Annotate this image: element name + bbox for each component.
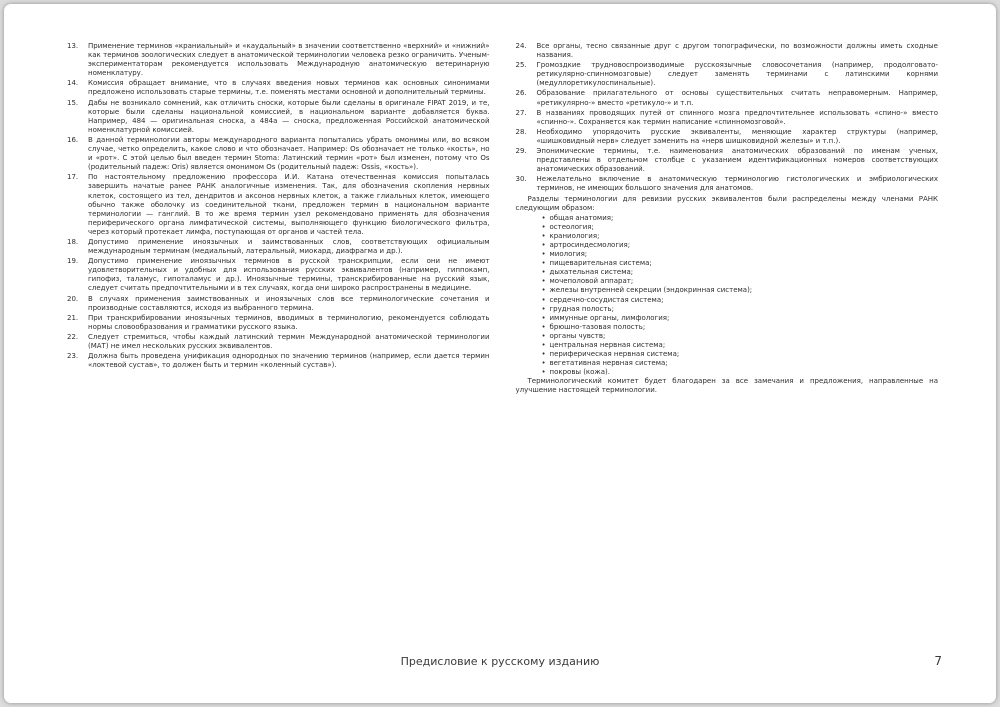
list-item [67, 136, 490, 172]
item-number: 17. [67, 173, 79, 182]
list-item [516, 175, 939, 193]
list-item [67, 333, 490, 351]
item-text: В случаях применения заимствованных и иноязычных слов все терминологические сочетания и производные составляются, исходя из выбранного термина. [88, 294, 490, 312]
item-text: По настоятельному предложению профессора И.И. Катана отечественная комиссия попыталась завершить начатые ранее РАНК аналогичные изменения. Так, для обозначения скопления нервных клеток, состоящего из тел, дендритов и аксонов нервных клеток, а также глиальных клеток, имеющего обычно также оболочку из соединительной ткани, предложен термин в национальном варианте терминологии — ганглий. В то же время термин узел рекомендовано применять для обозначения периферического органа лимфатической системы, выполняющего функцию биологического фильтра, через который протекает лимфа, поступающая от органов и частей тела. [88, 173, 490, 236]
bullet-icon: • [541, 259, 546, 268]
bullet-icon: • [541, 286, 546, 295]
item-text: Допустимо применение иноязычных и заимствованных слов, соответствующих официальным международным терминам (медиальный, латеральный, миокард, диафрагма и др.). [88, 237, 490, 256]
item-text: Комиссия обращает внимание, что в случаях введения новых терминов как основных синонимами предложено использовать старые термины, т.е. поменять местами основной и дополнительный термины. [88, 79, 490, 97]
item-number: 16. [67, 135, 79, 144]
item-text: При транскрибировании иноязычных терминов, вводимых в терминологию, рекомендуется соблюдать нормы словообразования и грамматики русского языка. [88, 313, 490, 331]
item-number: 20. [67, 294, 79, 303]
closing-paragraph: Терминологический комитет будет благодарен за все замечания и предложения, направленные на улучшение настоящей терминологии. [515, 377, 938, 395]
list-item [516, 42, 939, 60]
bullet-item [542, 332, 939, 341]
bullet-text: дыхательная система; [549, 268, 634, 277]
bullet-icon: • [541, 368, 546, 377]
item-number: 24. [515, 42, 527, 50]
item-text: Все органы, тесно связанные друг с другом топографически, по возможности должны иметь сходные названия. [536, 42, 938, 60]
bullet-item [542, 314, 939, 323]
sections-bullet-list [516, 214, 939, 378]
bullet-item [542, 232, 939, 241]
bullet-item [542, 241, 939, 250]
item-text: Необходимо упорядочить русские эквиваленты, меняющие характер структуры (например, «шишковидный нерв» следует заменить на «нерв шишковидной железы» и т.п.). [536, 127, 938, 145]
list-item [67, 295, 490, 313]
bullet-item [542, 286, 939, 295]
item-number: 14. [67, 79, 79, 88]
bullet-text: органы чувств; [549, 331, 606, 340]
bullet-item [542, 305, 939, 314]
bullet-text: пищеварительная система; [549, 259, 652, 268]
bullet-item [542, 250, 939, 259]
bullet-icon: • [541, 213, 546, 222]
bullet-icon: • [541, 268, 546, 277]
item-text: Должна быть проведена унификация однородных по значению терминов (например, если дается термин «локтевой сустав», то должен быть и термин «коленный сустав»). [88, 352, 490, 370]
item-number: 27. [515, 108, 527, 117]
bullet-item [542, 296, 939, 305]
right-column [516, 42, 939, 397]
bullet-icon: • [541, 277, 546, 286]
item-text: Нежелательно включение в анатомическую терминологию гистологических и эмбриологических терминов, не имеющих большого значения для анатомов. [536, 175, 938, 193]
bullet-text: остеология; [549, 222, 594, 231]
bullet-icon: • [541, 240, 546, 249]
footer-title: Предисловие к русскому изданию [400, 655, 600, 668]
bullet-item [542, 268, 939, 277]
bullet-icon: • [541, 322, 546, 331]
item-text: Образование прилагательного от основы существительных считать неправомерным. Например, «ретикулярно-» вместо «ретикуло-» и т.п. [536, 89, 938, 107]
bullet-icon: • [541, 250, 546, 259]
item-number: 18. [67, 237, 79, 246]
item-number: 23. [67, 352, 79, 361]
bullet-item [542, 368, 939, 377]
list-item [67, 79, 490, 97]
item-text: Дабы не возникало сомнений, как отличить сноски, которые были сделаны в оригинале FIPAT 2019, и те, которые были сделаны национальной комиссией, в национальном варианте добавляется буква. Например, 484 — оригинальная сноска, а 484a — сноска, предложенная Российской анатомической номенклатурной комиссией. [88, 98, 490, 134]
bullet-text: сердечно-сосудистая система; [549, 295, 664, 304]
item-text: Эпонимические термины, т.е. наименования анатомических образований по именам ученых, представлены в отдельном столбце с указанием идентификационных номеров соответствующих анатомических образований. [536, 147, 938, 174]
list-item [67, 173, 490, 237]
item-number: 22. [67, 332, 79, 341]
list-item [516, 128, 939, 146]
bullet-text: железы внутренней секреции (эндокринная система); [549, 286, 753, 295]
list-item [516, 109, 939, 127]
bullet-icon: • [541, 222, 546, 231]
item-number: 19. [67, 257, 79, 266]
bullet-item [542, 277, 939, 286]
bullet-text: общая анатомия; [549, 213, 614, 222]
sections-intro: Разделы терминологии для ревизии русских эквивалентов были распределены между членами РАНК следующим образом: [515, 194, 938, 212]
item-text: В данной терминологии авторы международного варианта попытались убрать омонимы или, во всяком случае, четко определить, какое слово и что обозначает. Например: Os обозначает не только «кость», но и «рот». С этой целью был введен термин Stoma: Латинский термин «рот» был изменен, потому что Os (родительный падеж: Oris) является омонимом Os (родительный падеж: Ossis, «кость»). [88, 135, 490, 172]
item-number: 26. [515, 89, 527, 98]
bullet-text: брюшно-тазовая полость; [549, 322, 646, 331]
list-item [67, 314, 490, 332]
list-item [67, 238, 490, 256]
bullet-icon: • [541, 341, 546, 349]
bullet-text: миология; [549, 250, 588, 259]
left-column [67, 42, 490, 397]
list-item [516, 89, 939, 107]
page-footer [4, 655, 996, 671]
page-content [67, 42, 938, 397]
document-page [4, 4, 996, 703]
page-number: 7 [934, 654, 942, 668]
bullet-text: вегетативная нервная система; [549, 359, 668, 368]
item-number: 25. [515, 61, 527, 70]
bullet-text: грудная полость; [549, 304, 614, 313]
bullet-icon: • [541, 295, 546, 304]
item-number: 30. [515, 175, 527, 184]
item-text: Громоздкие трудновоспроизводимые русскоязычные словосочетания (например, продолговато-ретикулярно-спинномозговые) следует заменять терминами с латинскими корнями (медуллоретикулоспинальные). [536, 61, 938, 88]
bullet-icon: • [541, 304, 546, 313]
bullet-text: периферическая нервная система; [549, 350, 680, 359]
item-number: 28. [515, 127, 527, 136]
bullet-text: покровы (кожа). [549, 368, 610, 377]
bullet-item [542, 350, 939, 359]
item-number: 15. [67, 98, 79, 107]
bullet-icon: • [541, 331, 546, 340]
item-number: 29. [515, 147, 527, 156]
item-number: 21. [67, 313, 79, 322]
list-item [67, 99, 490, 135]
item-text: В названиях проводящих путей от спинного мозга предпочтительнее использовать «спино-» вместо «спинно-». Сохраняется как термин написание «спинномозговой». [536, 108, 938, 126]
bullet-item [542, 223, 939, 232]
bullet-item [542, 323, 939, 332]
item-text: Следует стремиться, чтобы каждый латинский термин Международной анатомической терминологии (МАТ) не имел нескольких русских эквивалентов. [88, 332, 490, 350]
item-number: 13. [67, 42, 79, 50]
bullet-icon: • [541, 359, 546, 368]
bullet-item [542, 259, 939, 268]
bullet-text: центральная нервная система; [549, 341, 666, 349]
bullet-item [542, 214, 939, 223]
list-item [67, 352, 490, 370]
item-text: Допустимо применение иноязычных терминов в русской транскрипции, если они не имеют удовлетворительных и удобных для использования русских эквивалентов (например, гиппокамп, гипофиз, таламус, гипоталамус и др.). Иноязычные термины, транскрибированные на русский язык, следует считать предпочтительными и в тех случаях, когда они широко распространены в медицине. [88, 257, 490, 293]
list-item [67, 42, 490, 78]
bullet-item [542, 341, 939, 350]
bullet-icon: • [541, 231, 546, 240]
bullet-item [542, 359, 939, 368]
bullet-text: краниология; [549, 231, 600, 240]
bullet-icon: • [541, 350, 546, 359]
bullet-icon: • [541, 313, 546, 322]
bullet-text: артросиндесмология; [549, 240, 631, 249]
bullet-text: мочеполовой аппарат; [549, 277, 634, 286]
list-item [516, 61, 939, 88]
list-item [516, 147, 939, 174]
list-item [67, 257, 490, 293]
bullet-text: иммунные органы, лимфология; [549, 313, 670, 322]
item-text: Применение терминов «краниальный» и «каудальный» в значении соответственно «верхний» и «нижний» как терминов зоологических следует в анатомической терминологии человека резко ограничить. Ученым-экспериментаторам рекомендуется использовать Международную анатомическую ветеринарную номенклатуру. [88, 42, 490, 78]
